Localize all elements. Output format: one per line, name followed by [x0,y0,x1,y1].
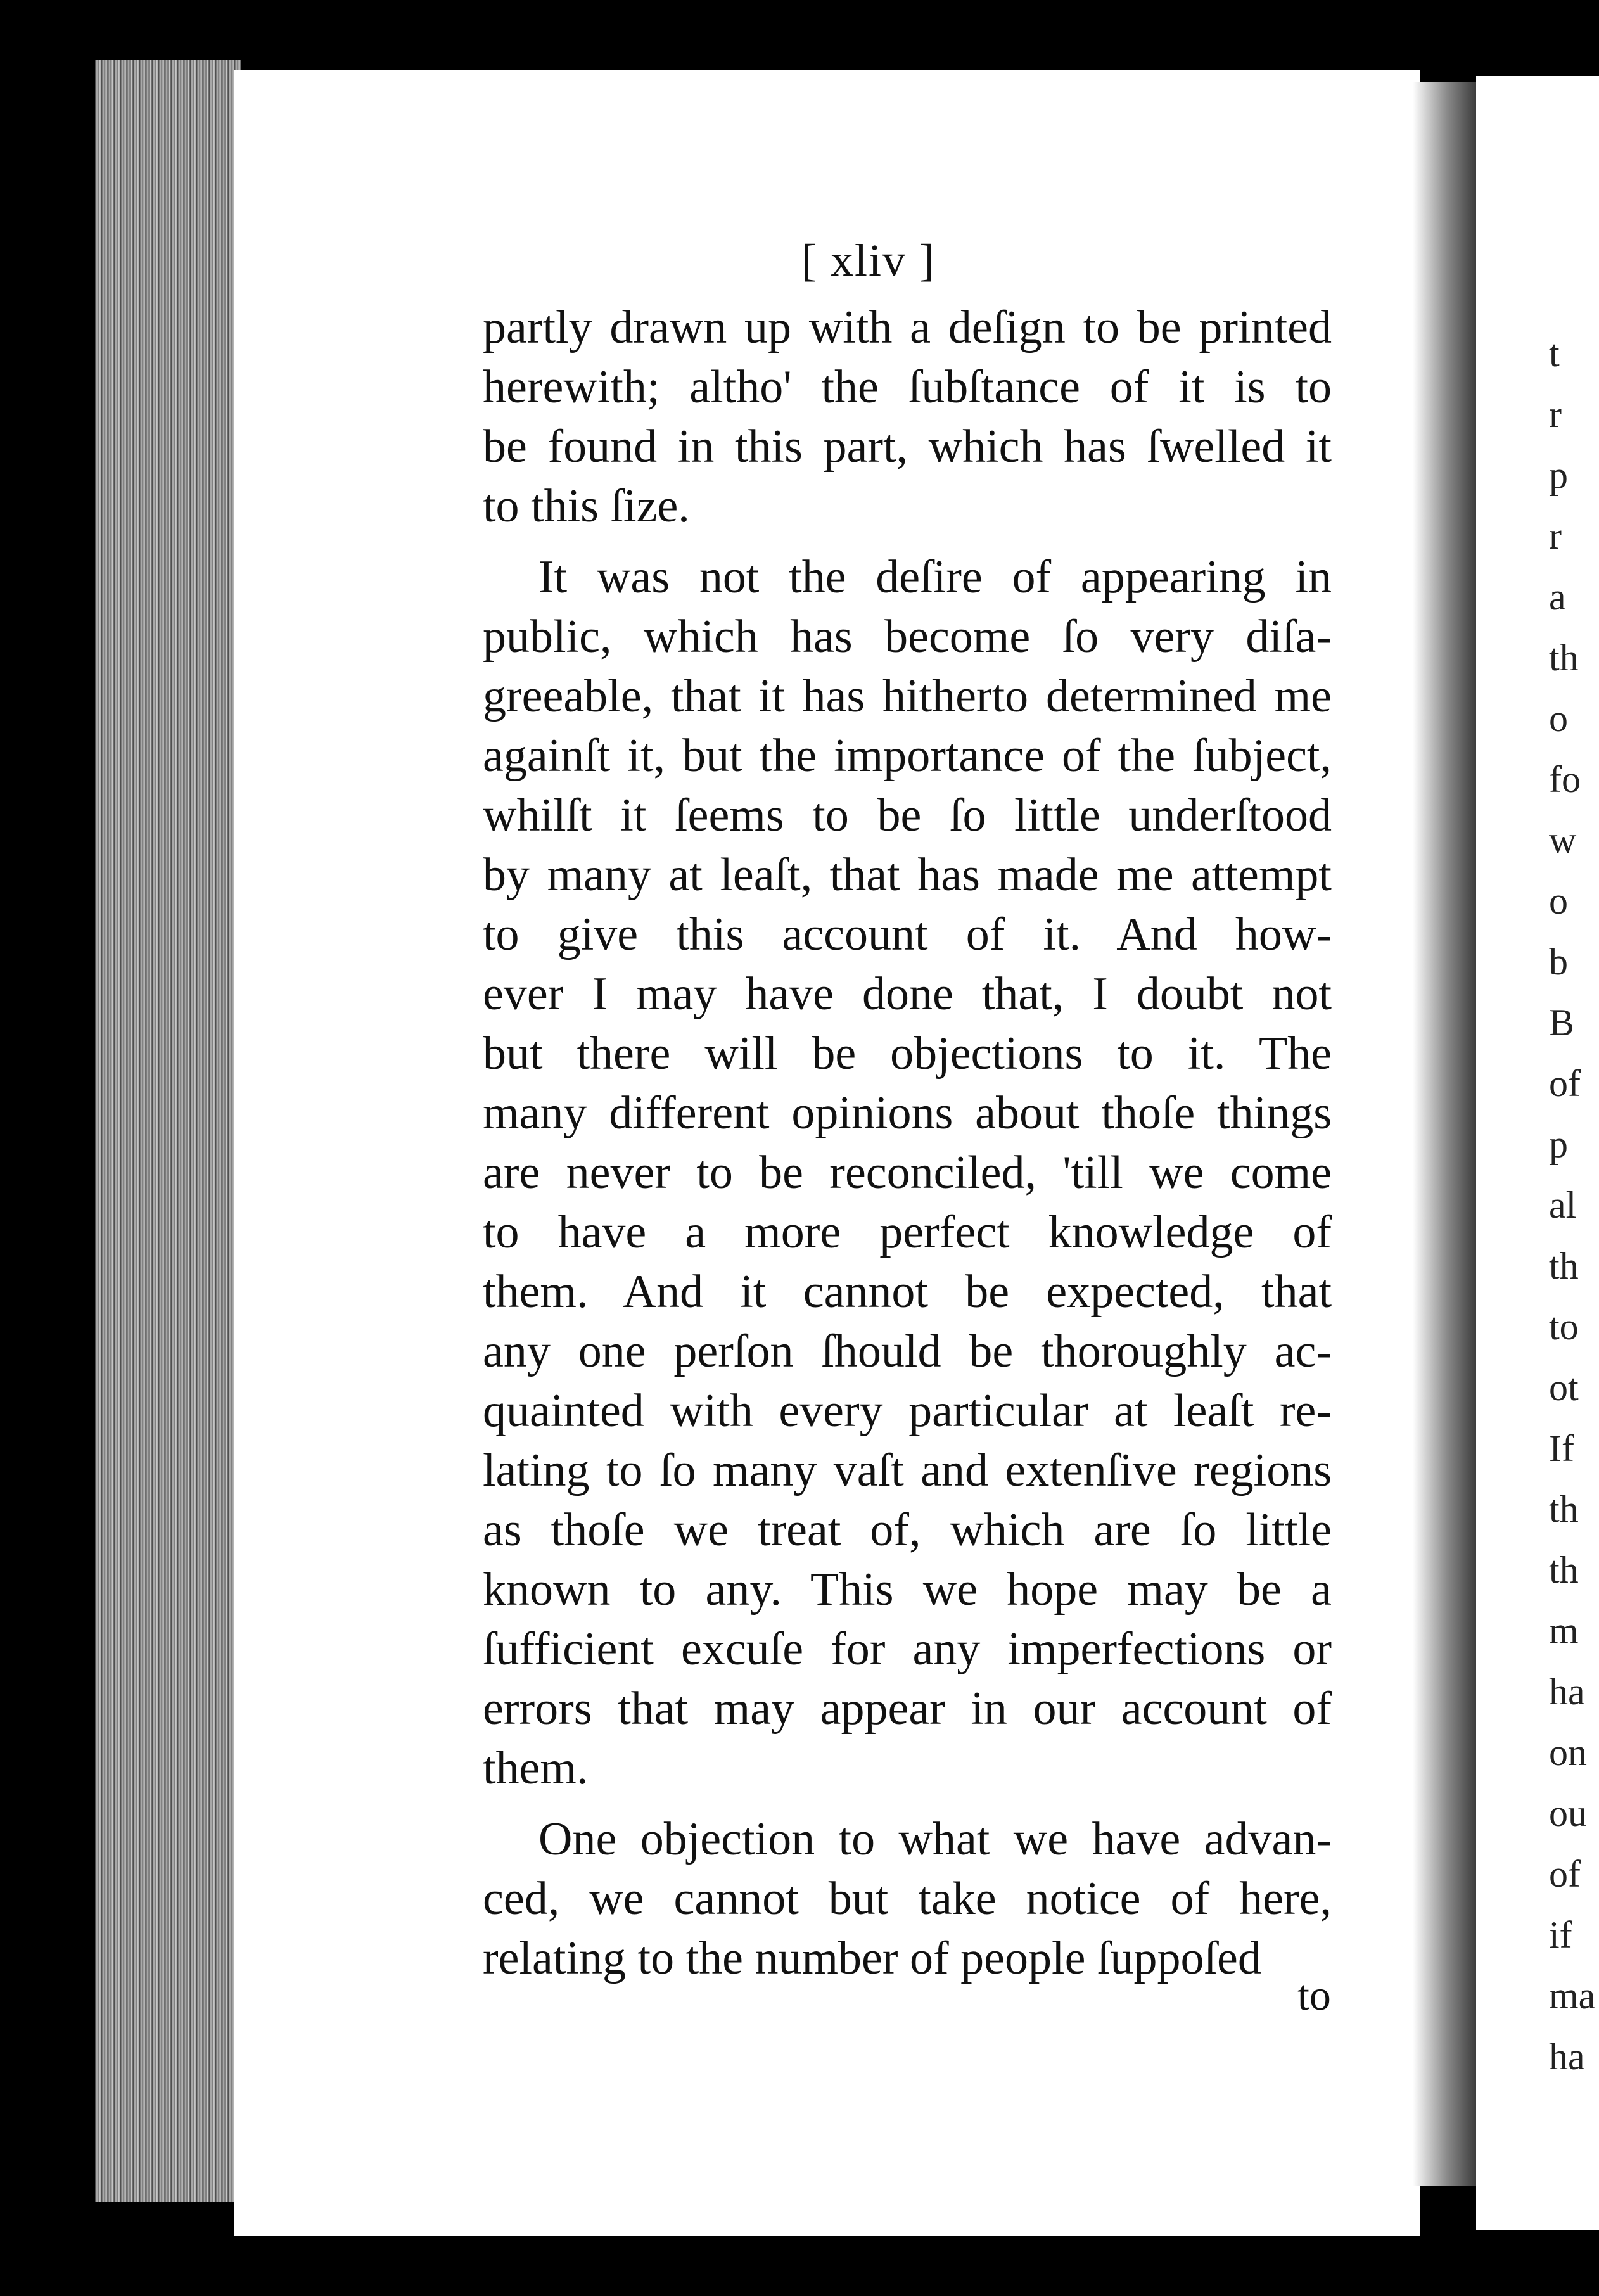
text-line: many different opinions about thoſe things [483,1087,1332,1139]
text-line: quainted with every particular at leaſt re- [483,1385,1332,1437]
facing-page-line: of [1549,1062,1581,1104]
facing-page-line: th [1549,1549,1579,1591]
facing-page-line: r [1549,393,1562,435]
text-line: relating to the number of people ſuppoſed [483,1932,1261,1984]
facing-page-line: o [1549,880,1568,922]
facing-page-line: of [1549,1853,1581,1895]
facing-page-line: on [1549,1732,1587,1773]
text-line: againſt it, but the importance of the ſubject, [483,730,1332,782]
facing-page-line: ma [1549,1975,1596,2017]
facing-page-line: ha [1549,1671,1585,1712]
text-line: public, which has become ſo very diſa- [483,611,1332,663]
facing-page-line: w [1549,819,1577,861]
text-line: them. [483,1742,589,1794]
text-line: to give this account of it. And how- [483,909,1332,960]
facing-page-line: p [1549,454,1568,496]
facing-page-line: th [1549,1488,1579,1530]
text-line: by many at leaſt, that has made me attempt [483,849,1332,901]
text-line: ſufficient excuſe for any imperfections or [483,1623,1332,1675]
facing-page-line: b [1549,941,1568,983]
text-line: but there will be objections to it. The [483,1028,1332,1080]
text-line: as thoſe we treat of, which are ſo little [483,1504,1332,1556]
text-line: any one perſon ſhould be thoroughly ac- [483,1325,1332,1377]
text-line: are never to be reconciled, 'till we come [483,1147,1332,1199]
text-line: to have a more perfect knowledge of [483,1206,1332,1258]
facing-page-line: al [1549,1184,1577,1226]
facing-page-line: p [1549,1123,1568,1165]
text-line: whilſt it ſeems to be ſo little underſtood [483,789,1332,841]
facing-page-line: If [1549,1427,1574,1469]
facing-page-line: th [1549,637,1579,679]
facing-page-line: r [1549,515,1562,557]
text-line: be found in this part, which has ſwelled it [483,421,1332,473]
text-line: known to any. This we hope may be a [483,1564,1332,1616]
facing-page-line: ot [1549,1367,1579,1408]
text-line: One objection to what we have advan- [538,1813,1332,1865]
facing-page-line: ou [1549,1792,1587,1834]
text-line: greeable, that it has hitherto determined me [483,670,1332,722]
paragraph [483,298,1332,536]
paragraph [483,1809,1332,1988]
text-line: to this ſize. [483,480,690,532]
text-line: errors that may appear in our account of [483,1683,1332,1735]
facing-page-line: t [1549,333,1560,374]
text-line: It was not the deſire of appearing in [538,551,1332,603]
facing-page-line: B [1549,1002,1575,1043]
facing-page-line: fo [1549,758,1581,800]
page-header: [ xliv ] [801,235,936,286]
text-line: partly drawn up with a deſign to be printed [483,302,1332,354]
facing-page-line: m [1549,1610,1579,1652]
facing-page-line: o [1549,698,1568,739]
text-line: them. And it cannot be expected, that [483,1266,1332,1318]
text-line: ced, we cannot but take notice of here, [483,1873,1332,1925]
facing-page-line: if [1549,1914,1572,1956]
facing-page-line: ha [1549,2036,1585,2077]
facing-page [1476,76,1599,2230]
paragraph [483,547,1332,1798]
text-line: herewith; altho' the ſubſtance of it is to [483,361,1332,413]
book-fore-edge [95,60,241,2202]
facing-page-line: th [1549,1245,1579,1287]
facing-page-line: to [1549,1306,1579,1348]
facing-page-line-starts [1549,323,1599,2087]
page-body-text [483,298,1332,1988]
catchword: to [1297,1971,1331,2019]
facing-page-line: a [1549,576,1566,618]
text-line: ever I may have done that, I doubt not [483,968,1332,1020]
text-line: lating to ſo many vaſt and extenſive regions [483,1445,1332,1496]
